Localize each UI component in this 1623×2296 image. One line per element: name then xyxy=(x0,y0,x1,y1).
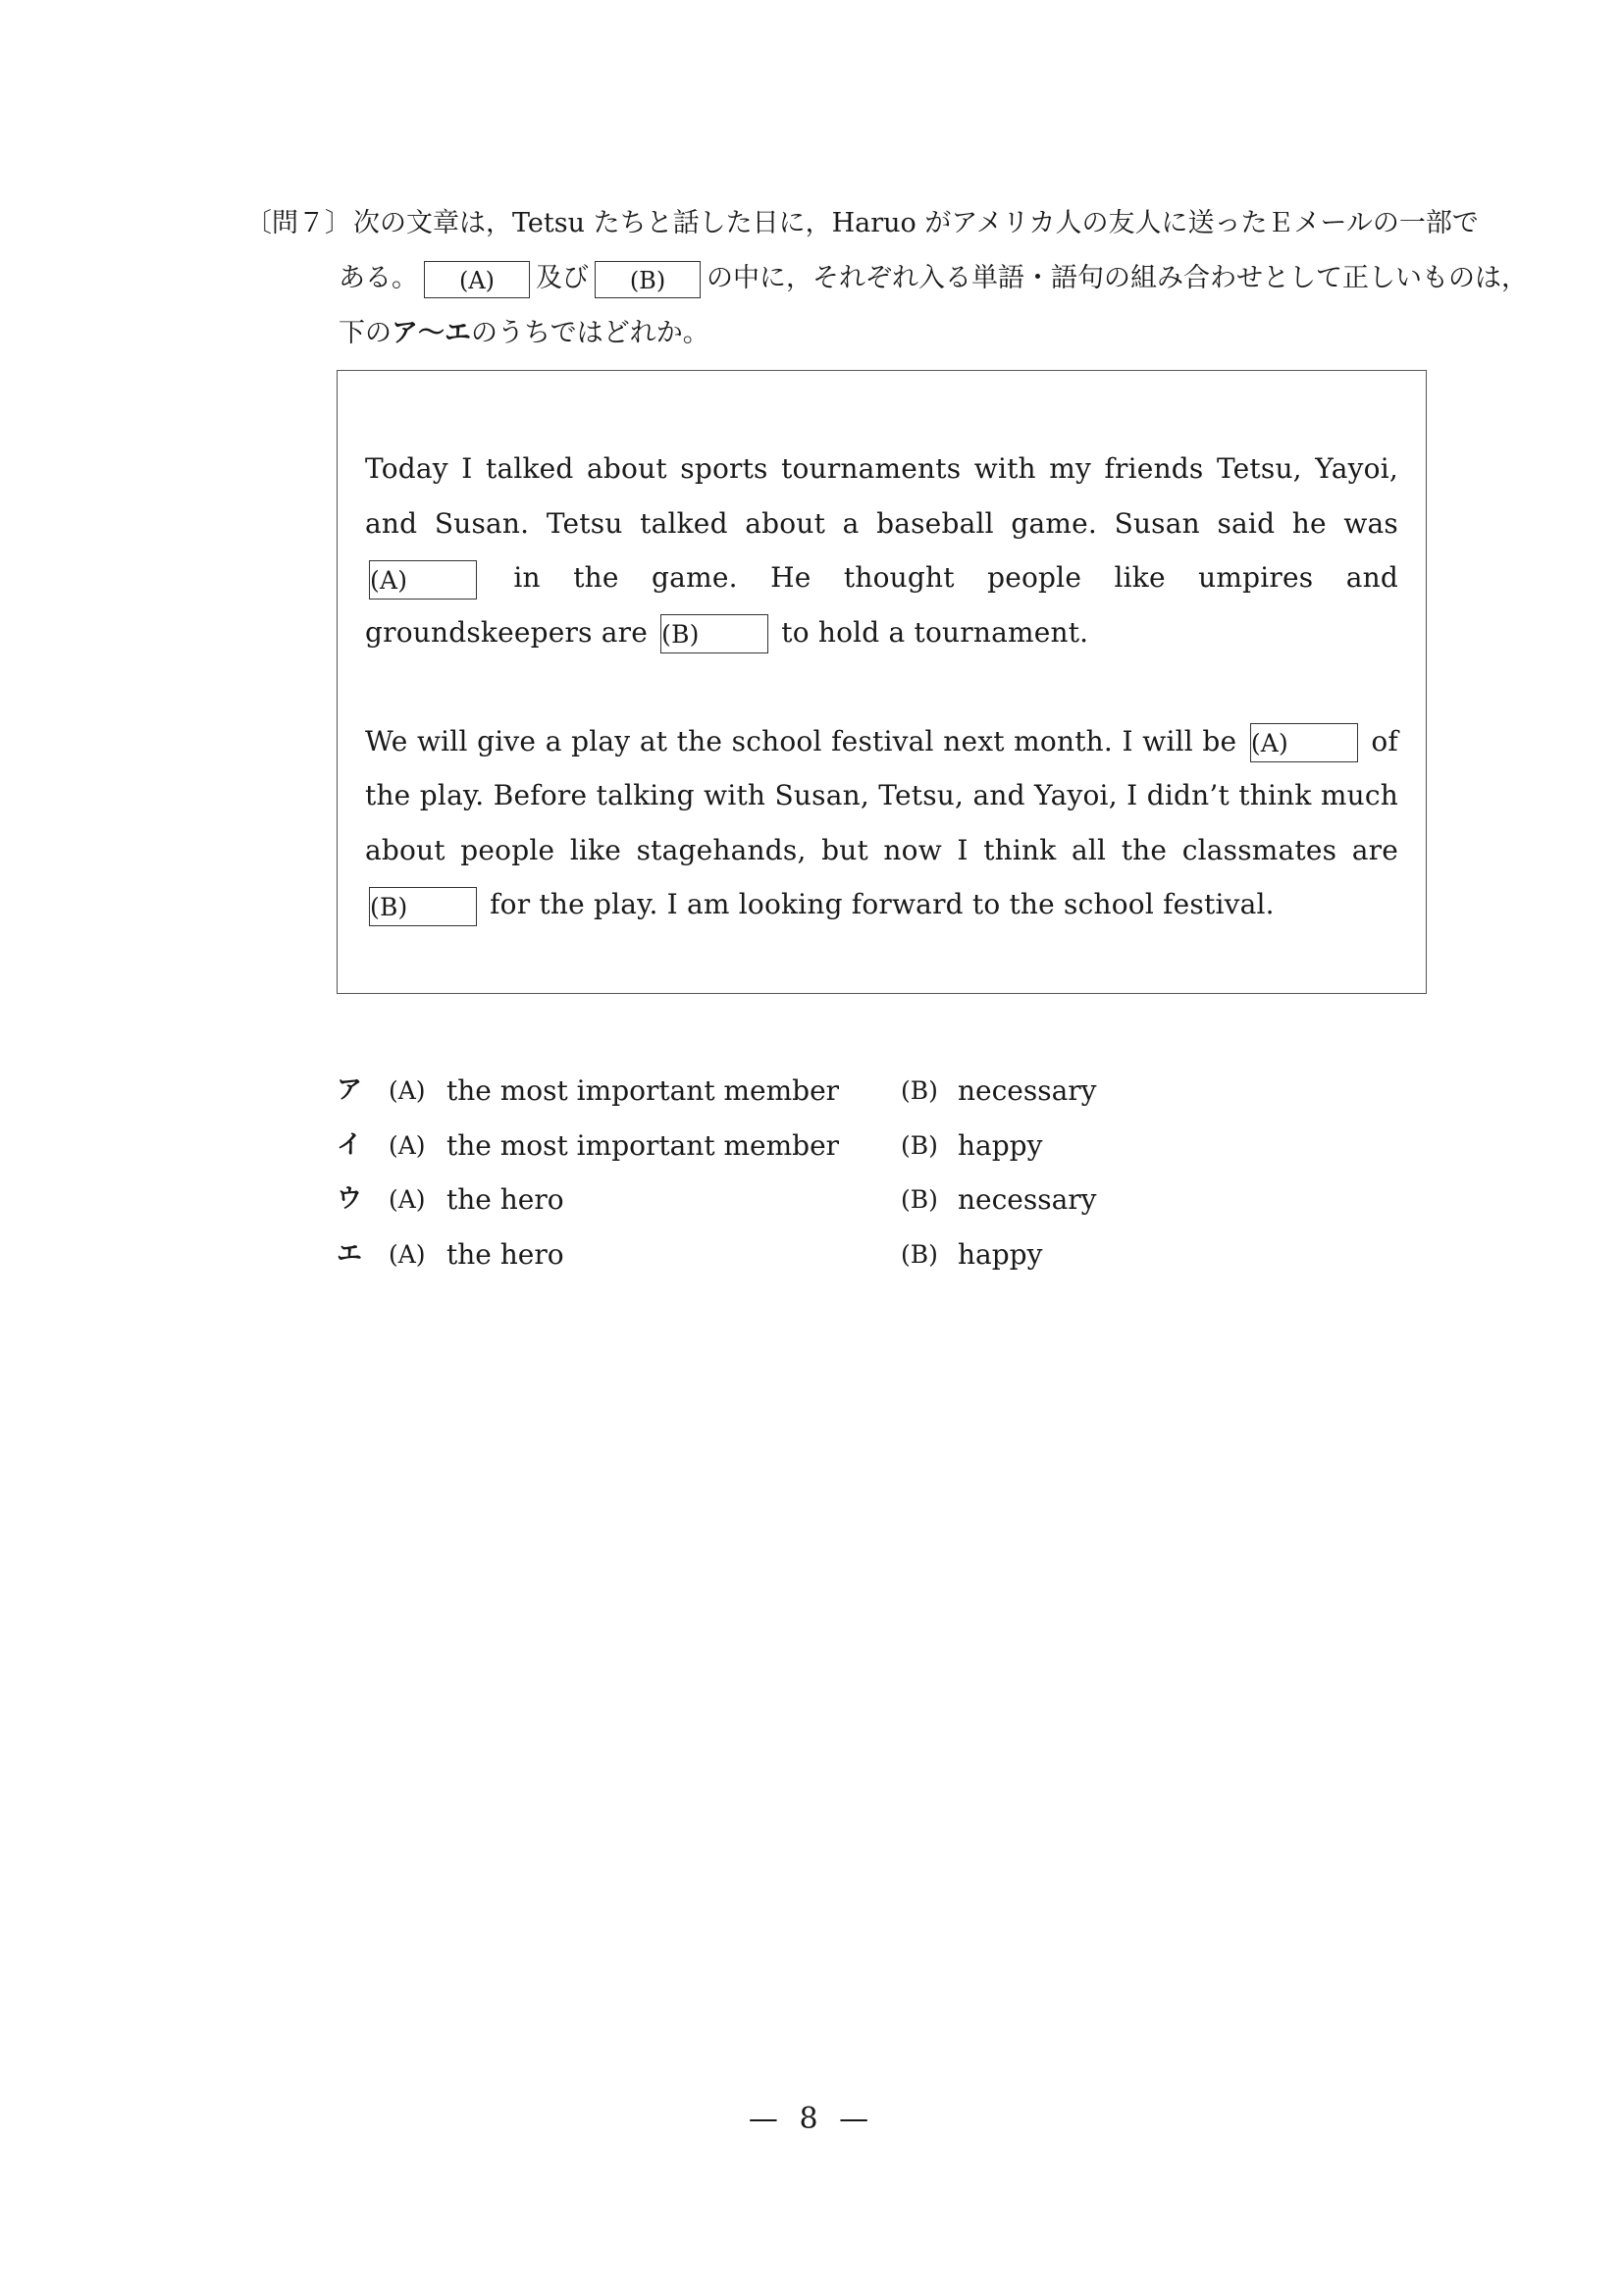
email-paragraph-1 xyxy=(365,442,1398,659)
choice-answer-a: the hero xyxy=(446,1183,564,1216)
choice-label-a: (A) xyxy=(389,1130,426,1160)
choice-answer-b: necessary xyxy=(958,1183,1097,1216)
question-number: 〔問７〕 xyxy=(245,208,351,238)
choice-label-a: (A) xyxy=(389,1185,426,1214)
page-number: — 8 — xyxy=(748,2102,875,2136)
choice-e[interactable] xyxy=(337,1227,1220,1282)
choice-answer-b: happy xyxy=(958,1128,1043,1162)
email-p2-text-1: We will give a play at the school festival next month. I will be xyxy=(365,724,1237,757)
question-line-2 xyxy=(245,251,1528,306)
choice-a[interactable] xyxy=(337,1064,1220,1119)
question-line-3 xyxy=(245,306,1433,361)
choice-answer-a: the hero xyxy=(446,1237,564,1271)
question-text-3b: のうちではどれか。 xyxy=(471,318,709,348)
blank-box-b: (B) xyxy=(595,261,701,298)
choice-label-b: (B) xyxy=(901,1239,938,1269)
choice-marker: イ xyxy=(337,1129,363,1160)
choice-label-b: (B) xyxy=(901,1076,938,1105)
choice-answer-a: the most important member xyxy=(446,1128,840,1162)
email-p1-text-1: Today I talked about sports tournaments with my friends Tetsu, Yayoi, and Susan. Tetsu talked about a baseball game. Susan said he was xyxy=(365,452,1398,540)
question-7 xyxy=(245,196,1528,361)
email-p1-text-3: to hold a tournament. xyxy=(781,615,1089,649)
choice-marker: ウ xyxy=(337,1184,363,1214)
choice-label-b: (B) xyxy=(901,1185,938,1214)
question-text-2c: の中に，それぞれ入る単語・語句の組み合わせとして正しいものは， xyxy=(707,263,1528,293)
choice-label-a: (A) xyxy=(389,1239,426,1269)
question-text-3a: 下の xyxy=(339,318,392,348)
email-p1-blank-a: (A) xyxy=(369,560,477,600)
blank-box-a: (A) xyxy=(424,261,530,298)
choice-marker: ア xyxy=(337,1075,363,1105)
question-text-2b: 及び xyxy=(536,263,589,293)
choice-answer-a: the most important member xyxy=(446,1074,840,1107)
email-p1-blank-b: (B) xyxy=(660,614,768,653)
question-text-2a: ある。 xyxy=(339,263,418,293)
choice-answer-b: happy xyxy=(958,1237,1043,1271)
email-excerpt-box xyxy=(337,370,1427,994)
question-text-3-bold: ア〜エ xyxy=(392,318,471,348)
question-line-1 xyxy=(245,196,1479,251)
choice-label-a: (A) xyxy=(389,1076,426,1105)
choice-label-b: (B) xyxy=(901,1130,938,1160)
choice-marker: エ xyxy=(337,1238,363,1269)
answer-choices xyxy=(337,1064,1220,1281)
choice-answer-b: necessary xyxy=(958,1074,1097,1107)
email-paragraph-2 xyxy=(365,714,1398,932)
choice-u[interactable] xyxy=(337,1173,1220,1227)
email-p2-text-2: of the play. Before talking with Susan, Tetsu, and Yayoi, I didn’t think much about people like stagehands, but now I think all the classmates are xyxy=(365,724,1398,866)
email-p2-text-3: for the play. I am looking forward to the school festival. xyxy=(490,888,1275,920)
email-p2-blank-b: (B) xyxy=(369,887,477,926)
email-p1-text-2: in the game. He thought people like umpires and groundskeepers are xyxy=(365,561,1398,649)
email-p2-blank-a: (A) xyxy=(1250,723,1358,762)
question-text-1: 次の文章は，Tetsu たちと話した日に，Haruo がアメリカ人の友人に送ったＥメールの一部で xyxy=(353,208,1479,238)
choice-i[interactable] xyxy=(337,1119,1220,1174)
